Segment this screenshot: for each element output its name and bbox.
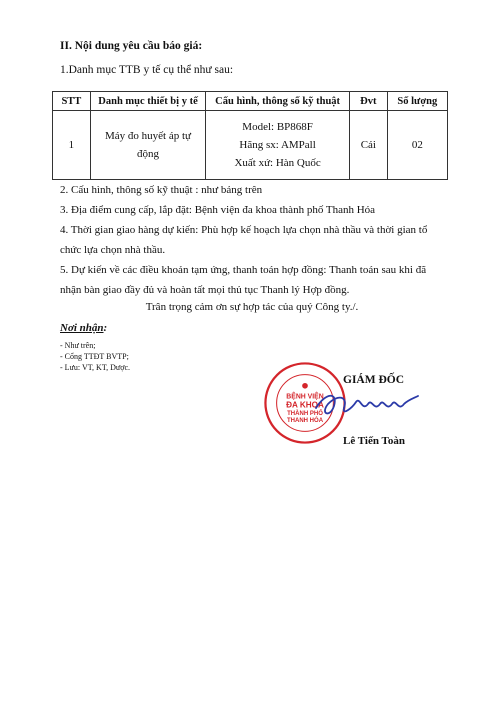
- cell-qty: 02: [387, 111, 447, 180]
- table-row: [53, 111, 448, 180]
- cell-unit: Cái: [350, 111, 388, 180]
- spec-model: Model: BP868F: [242, 121, 313, 133]
- recipients-title-colon: :: [103, 322, 108, 334]
- item-name-line: động: [137, 148, 159, 160]
- stamp-text-line: ĐA KHOA: [286, 400, 324, 410]
- stamp-star: [303, 383, 308, 388]
- stamp-text-line: THÀNH PHỐ: [287, 411, 323, 418]
- section-title: II. Nội dung yêu cầu báo giá:: [60, 40, 203, 52]
- closing-thanks: Trân trọng cảm ơn sự hợp tác của quý Công ty./.: [145, 301, 359, 313]
- header-item: Danh mục thiết bị y tế: [90, 92, 205, 111]
- header-spec: Cấu hình, thông số kỹ thuật: [206, 92, 350, 111]
- header-unit: Đvt: [350, 92, 388, 111]
- header-stt: STT: [53, 92, 91, 111]
- header-qty: Số lượng: [387, 92, 447, 111]
- stamp-text-line: THANH HÓA: [286, 417, 324, 424]
- cell-spec: [206, 111, 350, 180]
- spec-origin: Xuất xứ: Hàn Quốc: [234, 157, 321, 169]
- stamp-text-line: BỆNH VIỆN: [286, 393, 324, 401]
- intro-text: 1.Danh mục TTB y tế cụ thể như sau:: [60, 64, 234, 76]
- handwritten-signature: [312, 384, 422, 428]
- recipient-item: - Cổng TTĐT BVTP;: [60, 352, 129, 361]
- recipients-title-text: Nơi nhận: [60, 322, 104, 334]
- recipient-item: - Như trên;: [60, 341, 96, 350]
- paragraph-specs: 2. Cấu hình, thông số kỹ thuật : như bảng trên: [60, 184, 263, 196]
- cell-item: [90, 111, 205, 180]
- paragraph-payment: 5. Dự kiến về các điều khoản tạm ứng, thanh toán hợp đồng: Thanh toán sau khi đã nhận bàn giao đầy đủ và hoàn tất mọi thủ tục Thanh lý Hợp đồng.: [60, 264, 427, 296]
- spec-manufacturer: Hãng sx: AMPall: [239, 139, 316, 151]
- paragraph-location: 3. Địa điểm cung cấp, lắp đặt: Bệnh viện đa khoa thành phố Thanh Hóa: [60, 204, 376, 216]
- cell-stt: 1: [53, 111, 91, 180]
- item-name-line: Máy đo huyết áp tự: [104, 130, 191, 142]
- signature-title: GIÁM ĐỐC: [343, 374, 405, 386]
- equipment-table: [52, 91, 448, 180]
- recipient-item: - Lưu: VT, KT, Dược.: [60, 363, 130, 372]
- signer-name: Lê Tiến Toàn: [343, 435, 405, 447]
- recipients-title: [60, 322, 107, 334]
- table-header-row: [53, 92, 448, 111]
- paragraph-delivery: 4. Thời gian giao hàng dự kiến: Phù hợp kế hoạch lựa chọn nhà thầu và thời gian tổ chức lựa chọn nhà thầu.: [60, 224, 428, 256]
